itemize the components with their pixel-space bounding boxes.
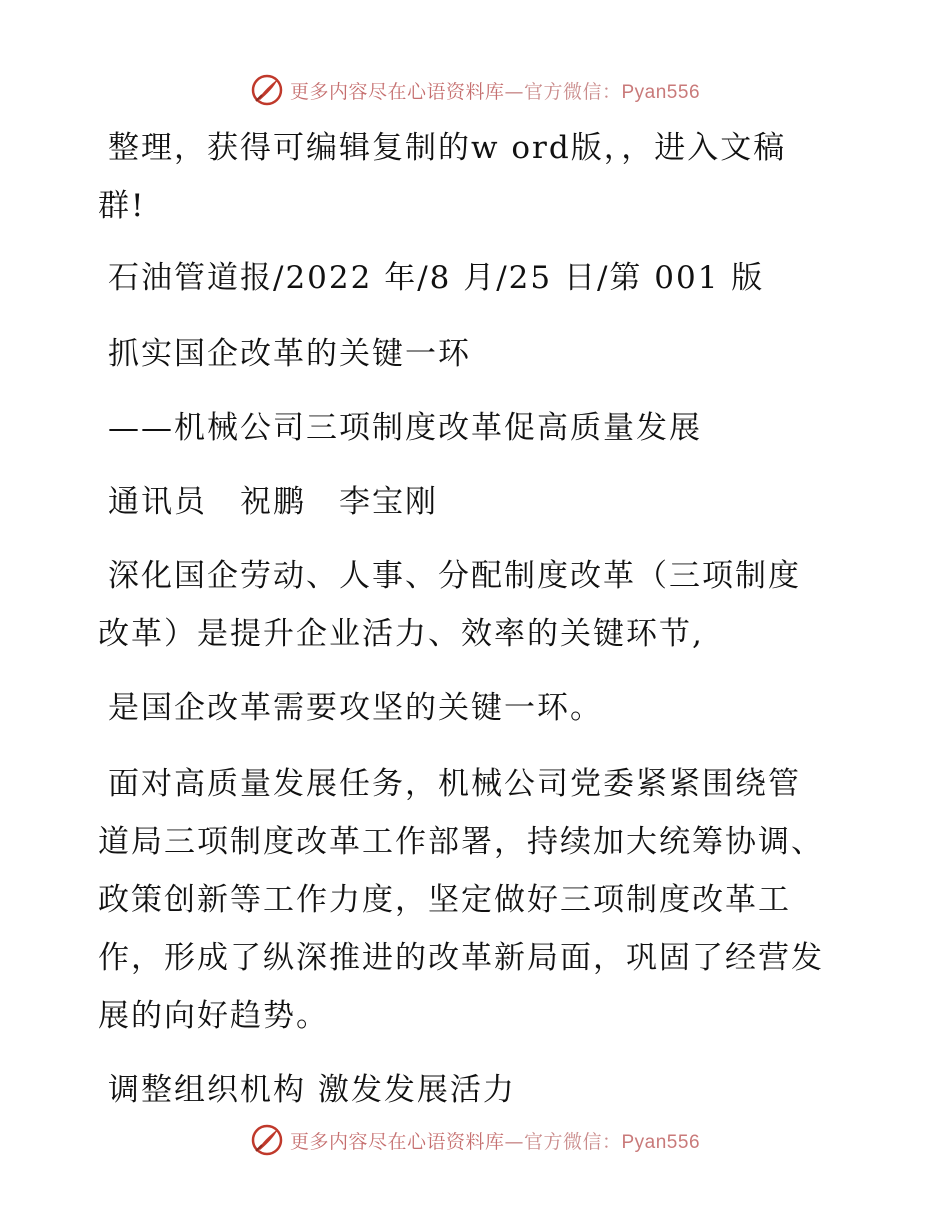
paragraph-1-line-2: 改革）是提升企业活力、效率的关键环节, (98, 616, 704, 652)
feather-logo-icon (250, 73, 284, 107)
header-watermark (0, 70, 950, 110)
footer-watermark (0, 1120, 950, 1160)
article-title: 抓实国企改革的关键一环 (108, 336, 471, 372)
watermark-dash: — (504, 80, 524, 103)
paragraph-3-line-5: 展的向好趋势。 (98, 998, 329, 1034)
watermark-text (290, 77, 700, 104)
paragraph-3-line-4: 作，形成了纵深推进的改革新局面，巩固了经营发 (98, 940, 824, 976)
feather-logo-icon (250, 1123, 284, 1157)
publication-line: 石油管道报/2022 年/8 月/25 日/第 001 版 (108, 260, 765, 296)
watermark-official-label: 官方微信： (523, 80, 622, 103)
article-subtitle: ——机械公司三项制度改革促高质量发展 (108, 410, 702, 446)
paragraph-3-line-3: 政策创新等工作力度，坚定做好三项制度改革工 (98, 882, 791, 918)
paragraph-3-line-2: 道局三项制度改革工作部署，持续加大统筹协调、 (98, 824, 824, 860)
watermark-main-text: 更多内容尽在心语资料库 (289, 1130, 505, 1153)
section-heading: 调整组织机构 激发发展活力 (108, 1072, 516, 1108)
watermark-main-text: 更多内容尽在心语资料库 (289, 80, 505, 103)
paragraph-1-line-1: 深化国企劳动、人事、分配制度改革（三项制度 (108, 558, 801, 594)
watermark-wechat-id: Pyan556 (621, 1131, 701, 1153)
watermark-official-label: 官方微信： (523, 1130, 622, 1153)
watermark-wechat-id: Pyan556 (621, 81, 701, 103)
text-line-2: 群! (98, 188, 146, 224)
text-line-1: 整理，获得可编辑复制的w ord版，，进入文稿 (108, 130, 787, 166)
watermark-text (290, 1127, 700, 1154)
paragraph-3-line-1: 面对高质量发展任务，机械公司党委紧紧围绕管 (108, 766, 801, 802)
article-byline: 通讯员 祝鹏 李宝刚 (108, 484, 438, 520)
watermark-dash: — (504, 1130, 524, 1153)
paragraph-2-line-1: 是国企改革需要攻坚的关键一环。 (108, 690, 603, 726)
